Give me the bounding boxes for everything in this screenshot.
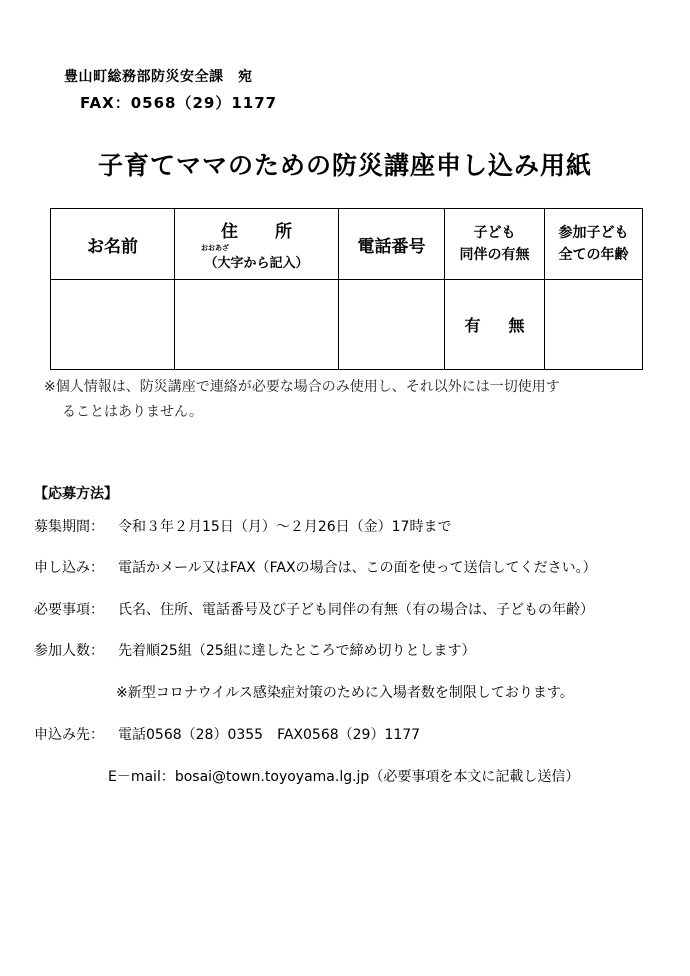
apply-row [34, 557, 597, 577]
apply-value: 電話かメール又はFAX（FAXの場合は、この面を使って送信してください。） [118, 560, 597, 576]
child-ages-cell[interactable] [545, 280, 643, 370]
privacy-note-line1: ※個人情報は、防災講座で連絡が必要な場合のみ使用し、それ以外には一切使用す [44, 379, 560, 395]
capacity-value: 先着順25組（25組に達したところで締め切りとします） [118, 643, 476, 659]
period-row [34, 516, 451, 536]
contact-row [34, 724, 420, 744]
application-method-heading: 【応募方法】 [34, 486, 118, 502]
name-header-label: お名前 [87, 236, 138, 257]
phone-cell[interactable] [339, 280, 445, 370]
capacity-row [34, 640, 476, 660]
child-header-line2: 同伴の有無 [459, 247, 530, 263]
required-value: 氏名、住所、電話番号及び子ども同伴の有無（有の場合は、子どもの年齢） [118, 602, 594, 618]
table-input-row [51, 280, 643, 370]
address-header [175, 209, 339, 280]
capacity-note: ※新型コロナウイルス感染症対策のために入場者数を制限しております。 [116, 685, 574, 701]
contact-value: 電話0568（28）0355 FAX0568（29）1177 [118, 727, 421, 743]
address-cell[interactable] [175, 280, 339, 370]
fax-number: FAX：0568（29）1177 [80, 94, 278, 112]
required-label: 必要事項： [34, 602, 104, 618]
page-title: 子育てママのための防災講座申し込み用紙 [97, 151, 592, 180]
ages-header-line1: 参加子ども [558, 225, 629, 241]
address-sub-label: （大字から記入） [204, 256, 309, 271]
required-row [34, 599, 594, 619]
privacy-note [44, 375, 654, 425]
application-form-table [50, 208, 643, 370]
no-option[interactable]: 無 [508, 316, 525, 335]
address-header-label: 住 所 [221, 222, 302, 242]
capacity-label: 参加人数： [34, 643, 104, 659]
name-cell[interactable] [51, 280, 175, 370]
child-ages-header [545, 209, 643, 280]
apply-label: 申し込み： [34, 560, 104, 576]
child-accompany-header [445, 209, 545, 280]
addressee: 豊山町総務部防災安全課 宛 [64, 69, 253, 85]
email-address[interactable]: E－mail：bosai@town.toyoyama.lg.jp（必要事項を本文に記載し送信） [108, 769, 580, 785]
phone-header [339, 209, 445, 280]
address-ruby: おおあざ [201, 244, 229, 252]
privacy-note-line2: ることはありません。 [62, 404, 203, 420]
name-header [51, 209, 175, 280]
child-header-line1: 子ども [473, 225, 516, 241]
child-accompany-cell[interactable] [445, 280, 545, 370]
yes-option[interactable]: 有 [464, 316, 481, 335]
period-value: 令和３年２月15日（月）～２月26日（金）17時まで [118, 519, 452, 535]
phone-header-label: 電話番号 [357, 236, 426, 257]
period-label: 募集期間： [34, 519, 104, 535]
ages-header-line2: 全ての年齢 [558, 247, 629, 263]
contact-label: 申込み先： [34, 727, 104, 743]
table-header-row [51, 209, 643, 280]
